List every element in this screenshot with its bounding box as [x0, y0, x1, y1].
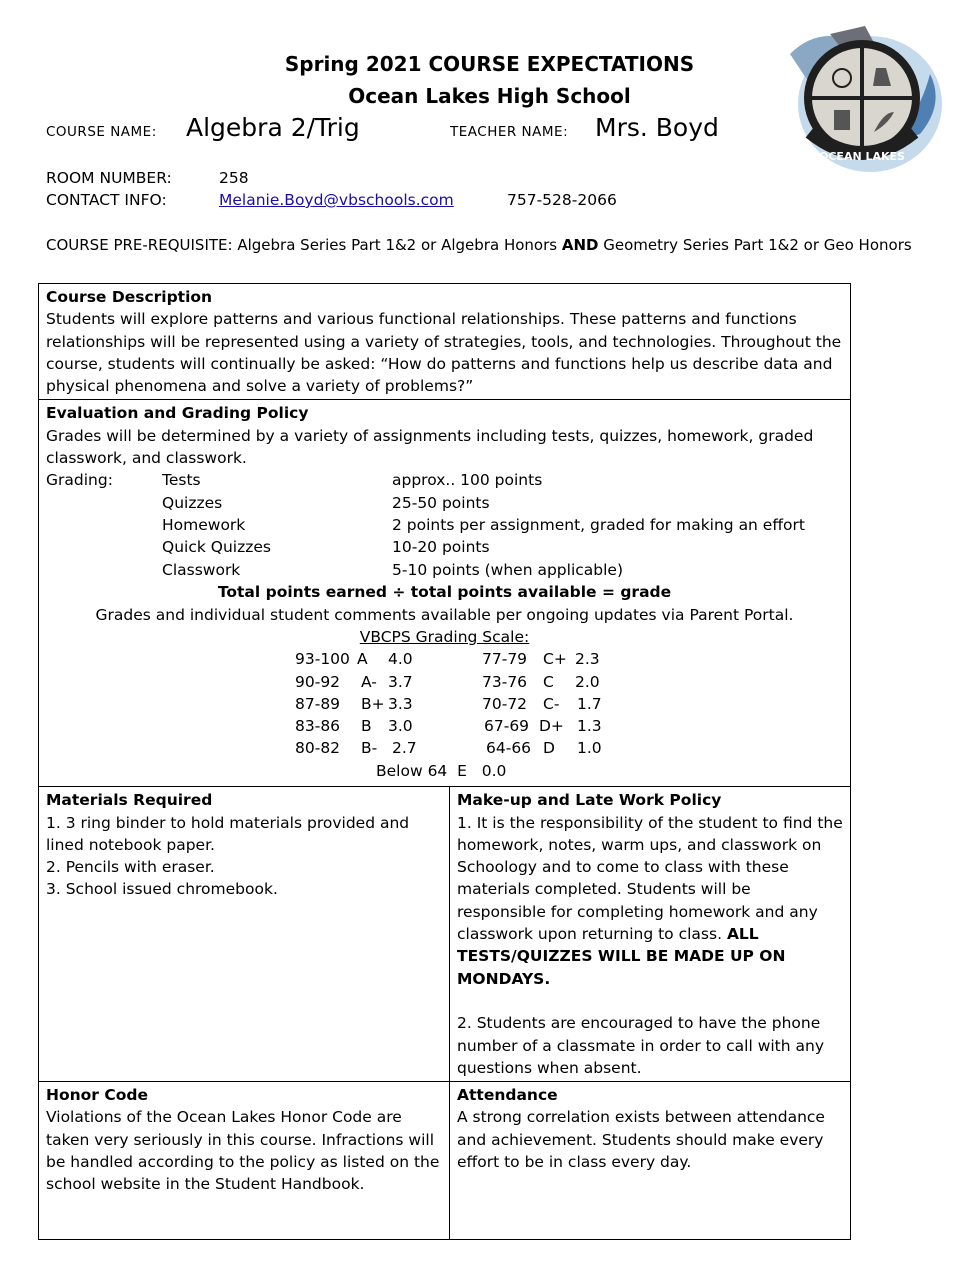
honor-attendance-row — [39, 1082, 850, 1239]
scale-letter: B- — [361, 739, 378, 758]
grading-scale-title: VBCPS Grading Scale: — [359, 627, 530, 646]
prereq-label: COURSE PRE-REQUISITE: — [46, 236, 233, 254]
list-item: 2. Pencils with eraser. — [46, 858, 215, 877]
school-name: Ocean Lakes High School — [348, 84, 631, 108]
prerequisite — [46, 236, 912, 254]
grade-item-points: approx.. 100 points — [392, 471, 543, 490]
section-heading: Make-up and Late Work Policy — [457, 791, 722, 810]
scale-gpa: 3.7 — [388, 672, 413, 691]
attendance-section — [450, 1082, 850, 1239]
makeup-text: 1. It is the responsibility of the student to find the homework, notes, warm ups, and classwork on Schoology and to come to class with these materials completed. Students will be responsible for completing homework and any classwork upon returning to class. — [457, 813, 843, 944]
scale-range: 77-79 — [482, 650, 528, 669]
scale-range: 93-100 — [295, 650, 350, 669]
scale-gpa: 2.7 — [392, 739, 417, 758]
scale-range: 67-69 — [484, 717, 530, 736]
scale-gpa: 3.3 — [388, 694, 413, 713]
teacher-name-label: TEACHER NAME: — [450, 124, 569, 140]
grading-section — [39, 400, 850, 787]
scale-gpa: 1.0 — [577, 739, 602, 758]
expectations-table — [38, 283, 851, 1240]
room-label: ROOM NUMBER: — [46, 169, 172, 187]
makeup-section — [450, 787, 850, 1081]
grade-item-name: Tests — [162, 471, 201, 490]
scale-gpa: 4.0 — [388, 650, 413, 669]
contact-label: CONTACT INFO: — [46, 191, 167, 209]
scale-letter: D+ — [539, 717, 564, 736]
course-name-label: COURSE NAME: — [46, 124, 157, 140]
room-number: 258 — [219, 169, 249, 187]
section-heading: Materials Required — [46, 791, 213, 810]
scale-range: 83-86 — [295, 717, 341, 736]
grading-intro: Grades will be determined by a variety of assignments including tests, quizzes, homework, graded classwork, and classwork. — [46, 426, 814, 468]
grade-item-points: 10-20 points — [392, 538, 490, 557]
grade-item-name: Quick Quizzes — [162, 538, 271, 557]
grading-label: Grading: — [46, 471, 113, 490]
materials-makeup-row — [39, 787, 850, 1082]
grade-item-points: 5-10 points (when applicable) — [392, 560, 624, 579]
honor-code-section — [39, 1082, 450, 1239]
scale-range: 87-89 — [295, 694, 341, 713]
parent-portal-note: Grades and individual student comments available per ongoing updates via Parent Portal. — [95, 605, 794, 624]
scale-range: 73-76 — [482, 672, 528, 691]
scale-gpa: 1.7 — [577, 694, 602, 713]
prereq-part2: Geometry Series Part 1&2 or Geo Honors — [603, 236, 912, 254]
scale-letter: C — [543, 672, 554, 691]
description-text: Students will explore patterns and various functional relationships. These patterns and functions relationships will be represented using a variety of strategies, tools, and technologies. Throughout the course, students will continually be asked: “How do patterns and functions help us describe data and physical phenomena and solve a variety of problems?” — [46, 310, 842, 396]
grading-breakdown — [46, 469, 843, 581]
honor-code-text: Violations of the Ocean Lakes Honor Code are taken very seriously in this course. Infractions will be handled according to the policy as listed on the school website in the Student Handbook. — [46, 1108, 440, 1194]
teacher-name: Mrs. Boyd — [595, 113, 719, 142]
grade-item-points: 2 points per assignment, graded for making an effort — [392, 515, 805, 534]
scale-letter: C- — [543, 694, 560, 713]
section-heading: Honor Code — [46, 1086, 148, 1105]
list-item: 1. 3 ring binder to hold materials provided and lined notebook paper. — [46, 813, 410, 854]
school-logo — [770, 14, 946, 186]
scale-gpa: 3.0 — [388, 717, 413, 736]
scale-gpa: 1.3 — [577, 717, 602, 736]
grade-formula: Total points earned ÷ total points available = grade — [217, 583, 672, 602]
course-name: Algebra 2/Trig — [186, 113, 360, 142]
makeup-paragraph-1 — [457, 812, 843, 990]
scale-gpa: 2.0 — [575, 672, 600, 691]
makeup-bold-note: ALL TESTS/QUIZZES WILL BE MADE UP ON MONDAYS. — [457, 925, 786, 988]
grading-scale — [46, 648, 843, 784]
grade-item-name: Quizzes — [162, 493, 223, 512]
grade-item-points: 25-50 points — [392, 493, 490, 512]
scale-letter: A — [357, 650, 368, 669]
scale-range: 70-72 — [482, 694, 528, 713]
grade-item-name: Classwork — [162, 560, 241, 579]
prereq-part1: Algebra Series Part 1&2 or Algebra Honors — [237, 236, 558, 254]
section-heading: Evaluation and Grading Policy — [46, 404, 309, 423]
scale-letter: B — [361, 717, 372, 736]
section-heading: Course Description — [46, 288, 213, 306]
scale-letter: C+ — [543, 650, 567, 669]
phone-number: 757-528-2066 — [507, 191, 617, 209]
scale-letter: B+ — [361, 694, 385, 713]
list-item: 3. School issued chromebook. — [46, 880, 278, 899]
scale-range: 80-82 — [295, 739, 341, 758]
scale-letter: D — [543, 739, 555, 758]
scale-range: 90-92 — [295, 672, 341, 691]
section-heading: Attendance — [457, 1086, 558, 1105]
materials-section — [39, 787, 450, 1081]
course-description-section — [39, 284, 850, 400]
scale-range: 64-66 — [486, 739, 532, 758]
email-link[interactable]: Melanie.Boyd@vbschools.com — [219, 191, 454, 209]
grade-item-name: Homework — [162, 515, 246, 534]
page-title: Spring 2021 COURSE EXPECTATIONS — [284, 52, 695, 76]
makeup-paragraph-2: 2. Students are encouraged to have the phone number of a classmate in order to call with any questions when absent. — [457, 1014, 824, 1077]
scale-gpa: 2.3 — [575, 650, 600, 669]
scale-bottom: Below 64 E 0.0 — [376, 761, 507, 780]
prereq-and: AND — [561, 236, 599, 254]
scale-letter: A- — [361, 672, 377, 691]
logo-text: OCEAN LAKES — [819, 150, 905, 163]
attendance-text: A strong correlation exists between attendance and achievement. Students should make every effort to be in class every day. — [457, 1108, 825, 1172]
